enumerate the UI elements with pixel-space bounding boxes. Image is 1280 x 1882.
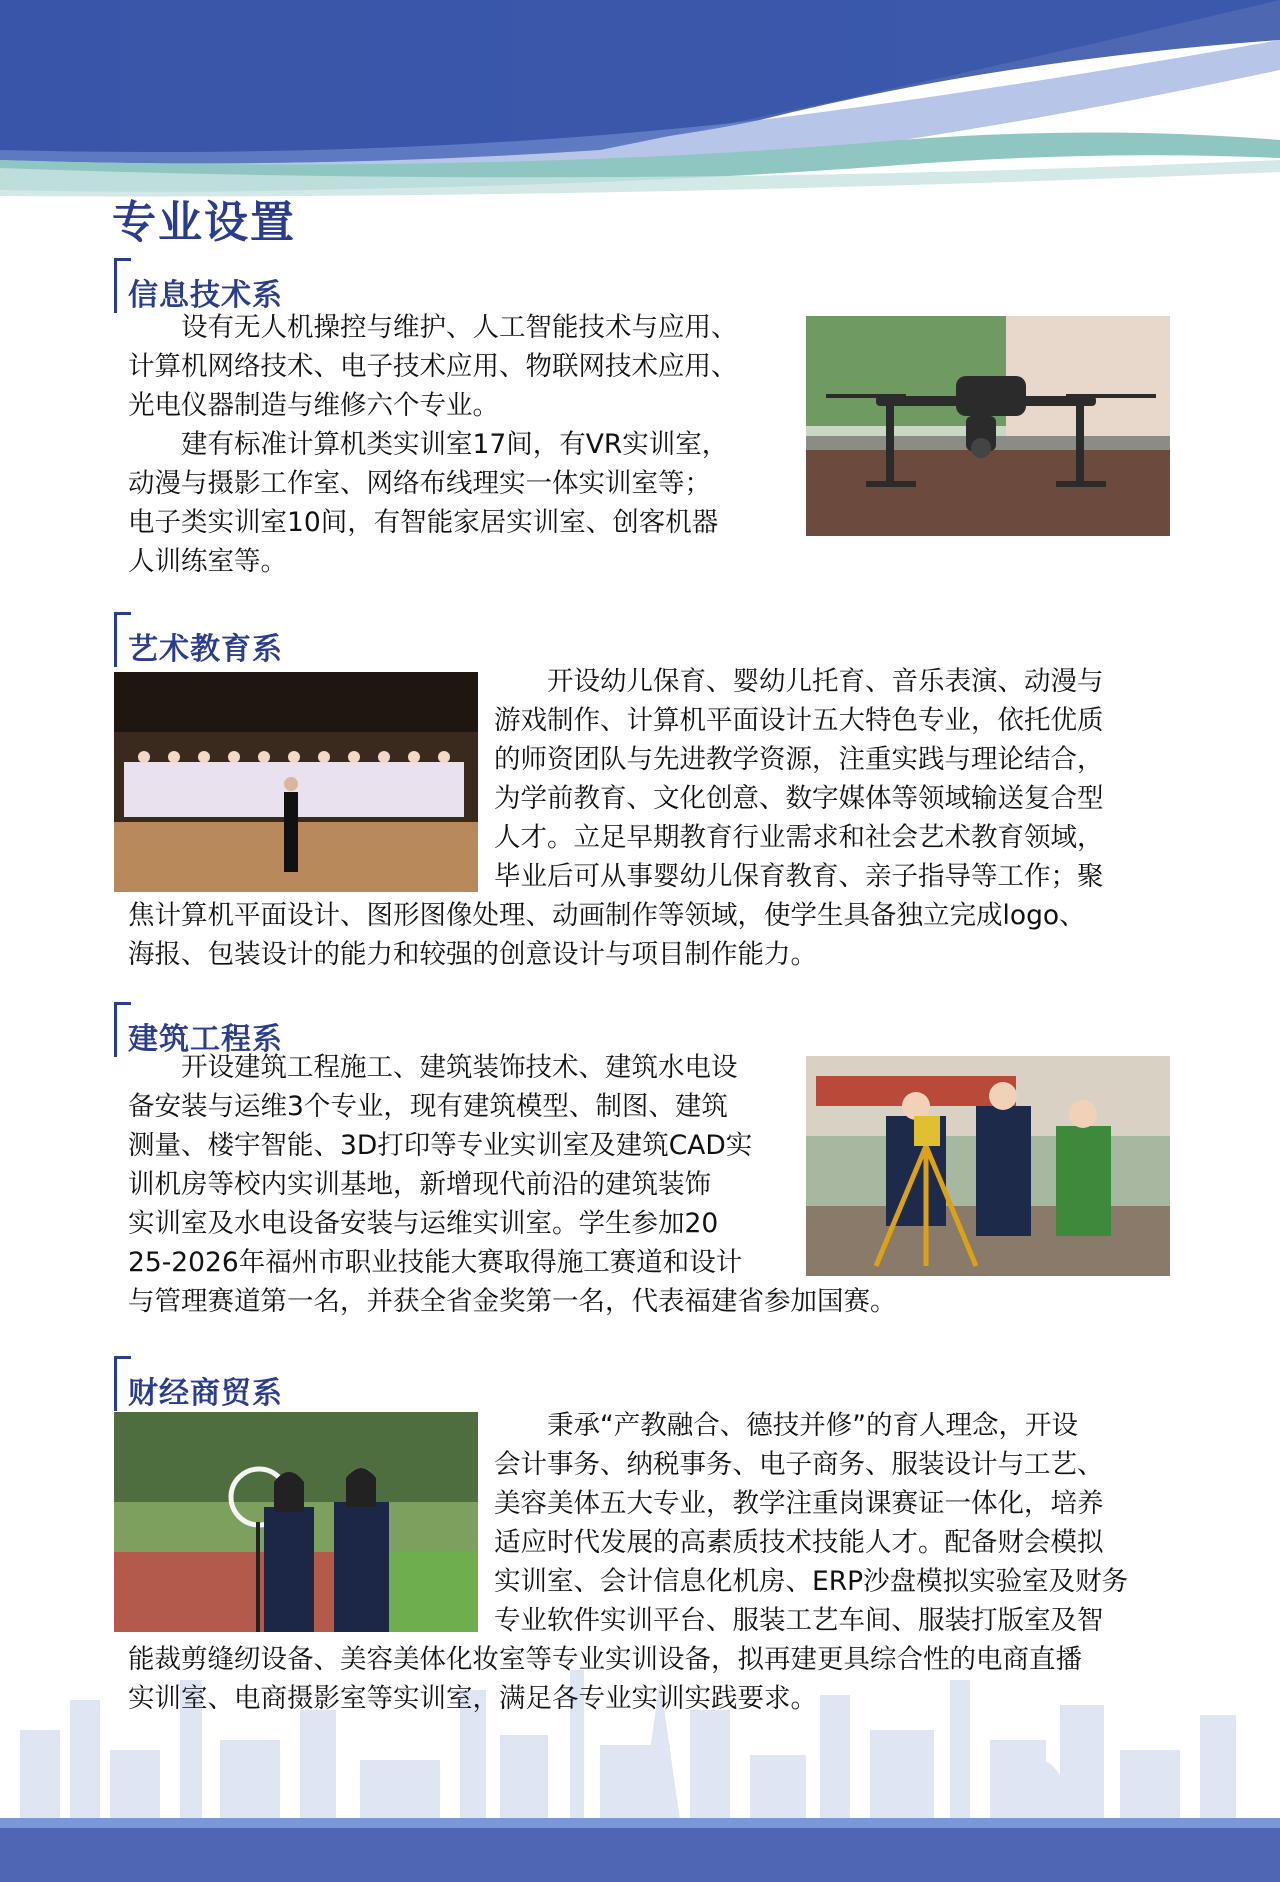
body-line: 实训室、电商摄影室等实训室，满足各专业实训实践要求。	[128, 1683, 817, 1714]
body-line: 专业软件实训平台、服装工艺车间、服装打版室及智	[494, 1605, 1104, 1636]
section-body	[128, 1406, 1168, 1718]
body-line: 与管理赛道第一名，并获全省金奖第一名，代表福建省参加国赛。	[128, 1286, 897, 1317]
section-heading	[114, 1356, 354, 1412]
section-title: 财经商贸系	[128, 1376, 283, 1411]
body-line: 美容美体五大专业，教学注重岗课赛证一体化，培养	[494, 1488, 1104, 1519]
body-line: 游戏制作、计算机平面设计五大特色专业，依托优质	[494, 705, 1104, 736]
body-line: 秉承“产教融合、德技并修”的育人理念，开设	[494, 1410, 1078, 1441]
body-line: 建有标准计算机类实训室17间，有VR实训室，	[128, 429, 729, 460]
body-line: 毕业后可从事婴幼儿保育教育、亲子指导等工作；聚	[494, 861, 1104, 892]
body-line: 海报、包装设计的能力和较强的创意设计与项目制作能力。	[128, 939, 817, 970]
section-title: 艺术教育系	[128, 632, 283, 667]
body-line: 人训练室等。	[128, 546, 287, 577]
body-line: 实训室及水电设备安装与运维实训室。学生参加20	[128, 1208, 719, 1239]
section-body	[128, 308, 798, 581]
body-line: 训机房等校内实训基地，新增现代前沿的建筑装饰	[128, 1169, 711, 1200]
body-line: 适应时代发展的高素质技术技能人才。配备财会模拟	[494, 1527, 1104, 1558]
body-line: 人才。立足早期教育行业需求和社会艺术教育领域，	[494, 822, 1104, 853]
body-line: 25-2026年福州市职业技能大赛取得施工赛道和设计	[128, 1247, 743, 1278]
body-line: 备安装与运维3个专业，现有建筑模型、制图、建筑	[128, 1091, 728, 1122]
body-line: 动漫与摄影工作室、网络布线理实一体实训室等；	[128, 468, 711, 499]
body-line: 测量、楼宇智能、3D打印等专业实训室及建筑CAD实	[128, 1130, 753, 1161]
header-wave-banner	[0, 0, 1280, 200]
section-heading	[114, 612, 354, 668]
body-line: 设有无人机操控与维护、人工智能技术与应用、	[128, 312, 738, 343]
drone-photo	[806, 316, 1170, 536]
body-line: 光电仪器制造与维修六个专业。	[128, 390, 499, 421]
surveying-photo	[806, 1056, 1170, 1276]
body-line: 的师资团队与先进教学资源，注重实践与理论结合，	[494, 744, 1104, 775]
body-line: 电子类实训室10间，有智能家居实训室、创客机器	[128, 507, 719, 538]
body-line: 会计事务、纳税事务、电子商务、服装设计与工艺、	[494, 1449, 1104, 1480]
body-line: 焦计算机平面设计、图形图像处理、动画制作等领域，使学生具备独立完成logo、	[128, 900, 1086, 931]
body-line: 能裁剪缝纫设备、美容美体化妆室等专业实训设备，拟再建更具综合性的电商直播	[128, 1644, 1082, 1675]
section-heading	[114, 258, 354, 314]
section-body	[128, 662, 1168, 974]
footer-band	[0, 1818, 1280, 1882]
body-line: 开设幼儿保育、婴幼儿托育、音乐表演、动漫与	[494, 666, 1104, 697]
body-line: 计算机网络技术、电子技术应用、物联网技术应用、	[128, 351, 738, 382]
page-title: 专业设置	[112, 197, 296, 248]
body-line: 开设建筑工程施工、建筑装饰技术、建筑水电设	[128, 1052, 738, 1083]
body-line: 实训室、会计信息化机房、ERP沙盘模拟实验室及财务	[494, 1566, 1129, 1597]
section-title: 信息技术系	[128, 278, 283, 313]
body-line: 为学前教育、文化创意、数字媒体等领域输送复合型	[494, 783, 1104, 814]
section-title: 建筑工程系	[128, 1022, 283, 1057]
